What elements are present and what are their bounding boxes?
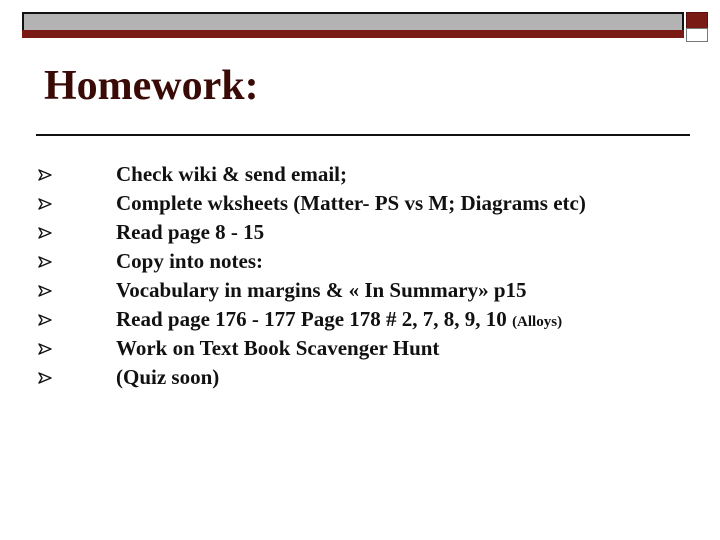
list-item (0, 363, 720, 392)
arrowhead-bullet-icon (38, 285, 52, 297)
list-item-text: (Quiz soon) (116, 365, 220, 389)
arrowhead-bullet-icon (38, 314, 52, 326)
homework-list (0, 160, 720, 392)
arrowhead-bullet-icon (38, 372, 52, 384)
arrowhead-bullet-icon (38, 169, 52, 181)
slide-title: Homework: (44, 63, 259, 109)
arrowhead-bullet-icon (38, 343, 52, 355)
alloys-note: (Alloys) (512, 314, 563, 330)
arrowhead-bullet-icon (38, 227, 52, 239)
title-divider (36, 134, 690, 136)
list-item (0, 276, 720, 305)
list-item-text: Check wiki & send email; (116, 162, 347, 186)
corner-square-light (686, 28, 708, 42)
list-item-text: Read page 8 - 15 (116, 220, 265, 244)
arrowhead-bullet-icon (38, 198, 52, 210)
list-item (0, 189, 720, 218)
list-item (0, 334, 720, 363)
list-item-text: Complete wksheets (Matter- PS vs M; Diagrams etc) (116, 191, 586, 215)
list-item (0, 305, 720, 334)
top-accent-stripe (22, 30, 684, 38)
list-item (0, 160, 720, 189)
list-item (0, 247, 720, 276)
list-item-text: Work on Text Book Scavenger Hunt (116, 336, 440, 360)
list-item-text: Read page 176 - 177 Page 178 # 2, 7, 8, 9, 10 (Alloys) (116, 307, 563, 331)
list-item (0, 218, 720, 247)
list-item-text: Vocabulary in margins & « In Summary» p15 (116, 278, 527, 302)
arrowhead-bullet-icon (38, 256, 52, 268)
list-item-text: Copy into notes: (116, 249, 264, 273)
